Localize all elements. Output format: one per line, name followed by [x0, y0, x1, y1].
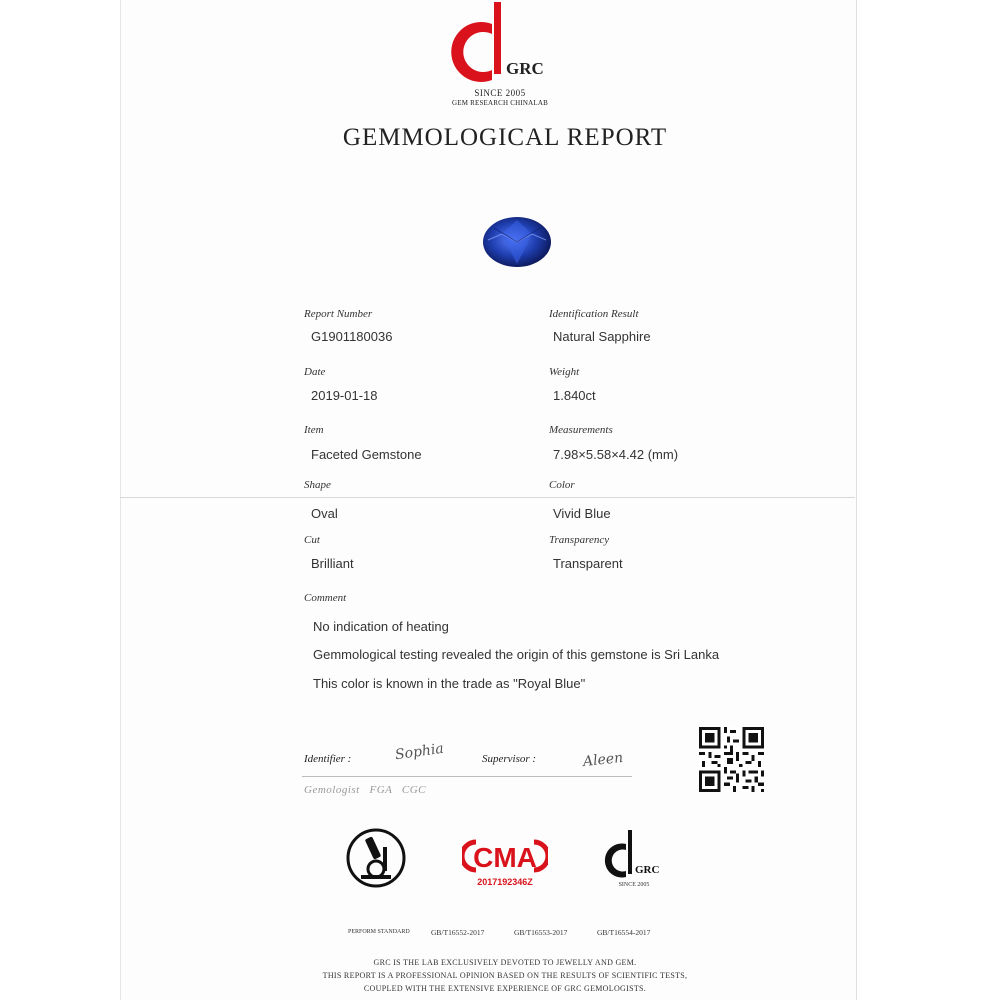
- credentials-text: Gemologist FGA CGC: [304, 784, 427, 796]
- comment-line-1: No indication of heating: [313, 619, 449, 634]
- standard-1: GB/T16552-2017: [431, 928, 485, 937]
- value-color: Vivid Blue: [553, 506, 611, 521]
- standard-3: GB/T16554-2017: [597, 928, 651, 937]
- comment-line-2: Gemmological testing revealed the origin of this gemstone is Sri Lanka: [313, 647, 720, 662]
- comment-line-3: This color is known in the trade as "Royal Blue": [313, 676, 586, 691]
- standard-label: PERFORM STANDARD: [348, 929, 410, 935]
- footer-line-1: GRC IS THE LAB EXCLUSIVELY DEVOTED TO JEWELLY AND GEM.: [373, 958, 637, 967]
- identifier-signature: Sophia: [394, 740, 445, 764]
- microscope-seal-icon: [345, 827, 407, 889]
- lab-name: GEM RESEARCH CHINALAB: [452, 99, 548, 107]
- grc-seal-text: GRC: [635, 864, 660, 876]
- supervisor-signature: Aleen: [582, 749, 624, 771]
- footer-line-3: COUPLED WITH THE EXTENSIVE EXPERIENCE OF GRC GEMOLOGISTS.: [363, 984, 647, 993]
- since-text: SINCE 2005: [474, 88, 526, 98]
- value-shape: Oval: [311, 506, 338, 521]
- supervisor-label: Supervisor :: [482, 753, 537, 765]
- label-identification: Identification Result: [549, 308, 639, 320]
- value-item: Faceted Gemstone: [311, 447, 422, 462]
- page-title: GEMMOLOGICAL REPORT: [342, 124, 668, 151]
- identifier-label: Identifier :: [304, 753, 352, 765]
- signature-line: [302, 776, 632, 777]
- label-comment: Comment: [304, 592, 347, 604]
- grc-logo-text: GRC: [506, 59, 544, 78]
- grc-seal-since: SINCE 2005: [618, 882, 650, 888]
- grc-logo-icon: [448, 2, 548, 92]
- value-date: 2019-01-18: [311, 388, 378, 403]
- fold-line: [120, 497, 855, 498]
- label-measurements: Measurements: [549, 424, 613, 436]
- value-identification: Natural Sapphire: [553, 329, 651, 344]
- grc-seal-icon: [602, 830, 662, 884]
- cma-text: CMA: [473, 842, 537, 873]
- label-date: Date: [304, 366, 326, 378]
- value-weight: 1.840ct: [553, 388, 596, 403]
- value-transparency: Transparent: [553, 556, 623, 571]
- label-color: Color: [549, 479, 575, 491]
- value-cut: Brilliant: [311, 556, 354, 571]
- value-report-number: G1901180036: [311, 329, 393, 344]
- value-measurements: 7.98×5.58×4.42 (mm): [553, 447, 679, 462]
- label-shape: Shape: [304, 479, 331, 491]
- label-item: Item: [304, 424, 324, 436]
- cma-seal-icon: [462, 838, 548, 874]
- qr-code-icon[interactable]: [699, 727, 764, 792]
- footer-line-2: THIS REPORT IS A PROFESSIONAL OPINION BASED ON THE RESULTS OF SCIENTIFIC TESTS,: [322, 971, 688, 980]
- label-cut: Cut: [304, 534, 320, 546]
- standard-2: GB/T16553-2017: [514, 928, 568, 937]
- label-transparency: Transparency: [549, 534, 610, 546]
- label-report-number: Report Number: [304, 308, 373, 320]
- cma-number: 2017192346Z: [477, 877, 533, 887]
- sapphire-image: [482, 216, 552, 268]
- label-weight: Weight: [549, 366, 580, 378]
